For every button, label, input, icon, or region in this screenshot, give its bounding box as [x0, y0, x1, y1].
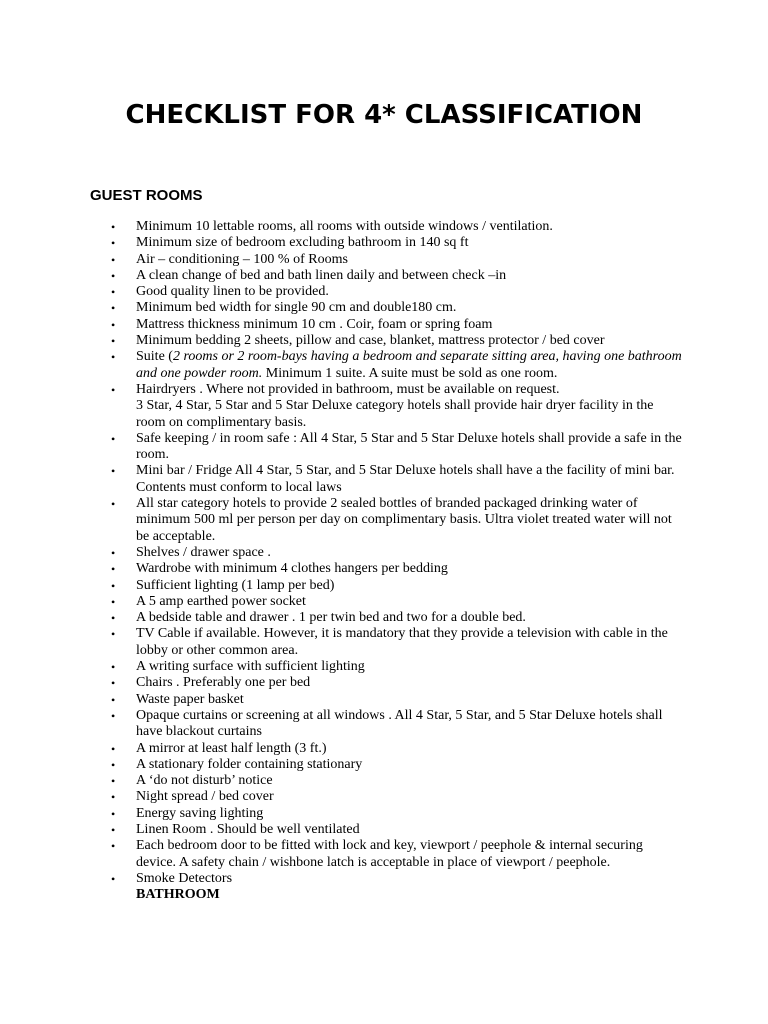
checklist-item-line: A mirror at least half length (3 ft.)	[136, 740, 327, 756]
checklist-item-line: A 5 amp earthed power socket	[136, 593, 306, 609]
bullet-icon: •	[111, 350, 116, 365]
checklist-item	[0, 675, 676, 691]
checklist-item-line	[136, 366, 676, 382]
checklist-item-line: Good quality linen to be provided.	[136, 284, 329, 300]
checklist-item-line: Minimum bed width for single 90 cm and double180 cm.	[136, 300, 457, 316]
checklist-item	[0, 496, 676, 545]
checklist-item	[0, 610, 676, 626]
bullet-icon: •	[111, 301, 116, 316]
bullet-icon: •	[111, 790, 116, 805]
bullet-icon: •	[111, 757, 116, 772]
checklist-item	[0, 333, 676, 349]
checklist-item-line	[136, 349, 682, 365]
checklist-item-line: minimum 500 ml per person per day on complimentary basis. Ultra violet treated water will not	[136, 512, 672, 528]
checklist-item	[0, 822, 676, 838]
checklist-item-line: have blackout curtains	[136, 724, 262, 740]
bullet-icon: •	[111, 741, 116, 756]
checklist-item	[0, 806, 676, 822]
bullet-icon: •	[111, 334, 116, 349]
bullet-icon: •	[111, 431, 116, 446]
checklist-item-line: A ‘do not disturb’ notice	[136, 773, 273, 789]
bullet-icon: •	[111, 578, 116, 593]
checklist-item-line: A bedside table and drawer . 1 per twin bed and two for a double bed.	[136, 610, 526, 626]
checklist-item-line: Night spread / bed cover	[136, 789, 274, 805]
guest-rooms-checklist	[0, 219, 768, 903]
checklist-item	[0, 578, 676, 594]
checklist-item-line: device. A safety chain / wishbone latch is acceptable in place of viewport / peephole.	[136, 854, 611, 870]
checklist-item	[0, 789, 676, 805]
checklist-item-line: room.	[136, 447, 170, 463]
bullet-icon: •	[111, 806, 116, 821]
bullet-icon: •	[111, 236, 116, 251]
bullet-icon: •	[111, 594, 116, 609]
checklist-item	[0, 463, 676, 496]
bullet-icon: •	[111, 497, 116, 512]
checklist-item	[0, 252, 676, 268]
bullet-icon: •	[111, 676, 116, 691]
checklist-item	[0, 349, 682, 382]
checklist-item-line: Smoke Detectors	[136, 870, 233, 886]
checklist-item-line: A writing surface with sufficient lighting	[136, 659, 365, 675]
checklist-item	[0, 219, 676, 235]
bullet-icon: •	[111, 611, 116, 626]
checklist-item	[0, 382, 676, 431]
checklist-item-line: Sufficient lighting (1 lamp per bed)	[136, 577, 335, 593]
checklist-item	[0, 284, 676, 300]
checklist-item-line: be acceptable.	[136, 528, 216, 544]
subsection-heading-bathroom: BATHROOM	[136, 887, 220, 903]
bullet-icon: •	[111, 545, 116, 560]
checklist-item-line: Minimum 10 lettable rooms, all rooms with outside windows / ventilation.	[136, 219, 553, 234]
checklist-item-line: room on complimentary basis.	[136, 414, 307, 430]
checklist-item-line: Waste paper basket	[136, 691, 244, 707]
checklist-item-line: Minimum size of bedroom excluding bathroom in 140 sq ft	[136, 235, 469, 251]
checklist-item	[0, 659, 676, 675]
bullet-icon: •	[111, 220, 116, 234]
checklist-item-line: Hairdryers . Where not provided in bathroom, must be available on request.	[136, 381, 560, 397]
checklist-item	[0, 317, 676, 333]
checklist-item	[0, 268, 676, 284]
bullet-icon: •	[111, 692, 116, 707]
bullet-icon: •	[111, 627, 116, 642]
checklist-item-line: 3 Star, 4 Star, 5 Star and 5 Star Deluxe category hotels shall provide hair dryer facility in the	[136, 398, 654, 414]
suite-prefix: Suite (	[136, 349, 173, 365]
checklist-item-line: Energy saving lighting	[136, 805, 264, 821]
checklist-item-line: A stationary folder containing stationary	[136, 756, 363, 772]
bullet-icon: •	[111, 822, 116, 837]
checklist-item	[0, 741, 676, 757]
checklist-item-line: Safe keeping / in room safe : All 4 Star, 5 Star and 5 Star Deluxe hotels shall provide a safe in the	[136, 430, 682, 446]
bullet-icon: •	[111, 285, 116, 300]
checklist-item	[0, 594, 676, 610]
checklist-item	[0, 626, 676, 659]
bullet-icon: •	[111, 871, 116, 886]
checklist-item-line: A clean change of bed and bath linen daily and between check –in	[136, 267, 507, 283]
bullet-icon: •	[111, 268, 116, 283]
checklist-item-line: All star category hotels to provide 2 sealed bottles of branded packaged drinking water of	[136, 496, 638, 512]
section-heading-guest-rooms: GUEST ROOMS	[90, 187, 203, 204]
checklist-item	[0, 708, 676, 741]
bullet-icon: •	[111, 774, 116, 789]
checklist-item	[0, 871, 676, 887]
checklist-item	[0, 300, 676, 316]
checklist-item-line: Minimum bedding 2 sheets, pillow and case, blanket, mattress protector / bed cover	[136, 333, 605, 349]
checklist-item-line: Mattress thickness minimum 10 cm . Coir, foam or spring foam	[136, 316, 493, 332]
checklist-item	[0, 430, 682, 464]
bullet-icon: •	[111, 839, 116, 854]
checklist-item-line: Air – conditioning – 100 % of Rooms	[136, 251, 348, 267]
checklist-item-line: Opaque curtains or screening at all windows . All 4 Star, 5 Star, and 5 Star Deluxe hotels shall	[136, 707, 663, 723]
checklist-item-line: Mini bar / Fridge All 4 Star, 5 Star, and 5 Star Deluxe hotels shall have a the facility of mini bar.	[136, 463, 675, 479]
checklist-item-line: lobby or other common area.	[136, 642, 299, 658]
bullet-icon: •	[111, 317, 116, 332]
suite-suffix: Minimum 1 suite. A suite must be sold as one room.	[262, 365, 558, 381]
page-title: CHECKLIST FOR 4* CLASSIFICATION	[125, 100, 643, 130]
suite-definition-cont: and one powder room.	[136, 365, 263, 381]
checklist-item	[0, 773, 676, 789]
checklist-item	[0, 838, 676, 871]
checklist-item-line: Chairs . Preferably one per bed	[136, 675, 311, 691]
checklist-item-line: Wardrobe with minimum 4 clothes hangers per bedding	[136, 561, 448, 577]
checklist-item-line: Each bedroom door to be fitted with lock and key, viewport / peephole & internal securing	[136, 838, 643, 854]
checklist-item	[0, 545, 676, 561]
bullet-icon: •	[111, 562, 116, 577]
bullet-icon: •	[111, 252, 116, 267]
suite-definition: 2 rooms or 2 room-bays having a bedroom and separate sitting area, having one bathroom	[172, 349, 682, 365]
checklist-item-line: Contents must conform to local laws	[136, 479, 342, 495]
checklist-item	[0, 757, 676, 773]
checklist-item-line: TV Cable if available. However, it is mandatory that they provide a television with cable in the	[136, 626, 668, 642]
bullet-icon: •	[111, 708, 116, 723]
bullet-icon: •	[111, 382, 116, 397]
checklist-item-line: Linen Room . Should be well ventilated	[136, 821, 360, 837]
checklist-item	[0, 235, 676, 251]
bullet-icon: •	[111, 464, 116, 479]
checklist-item	[0, 692, 676, 708]
checklist-item	[0, 561, 676, 577]
checklist-item-line: Shelves / drawer space .	[136, 544, 271, 560]
bullet-icon: •	[111, 660, 116, 675]
